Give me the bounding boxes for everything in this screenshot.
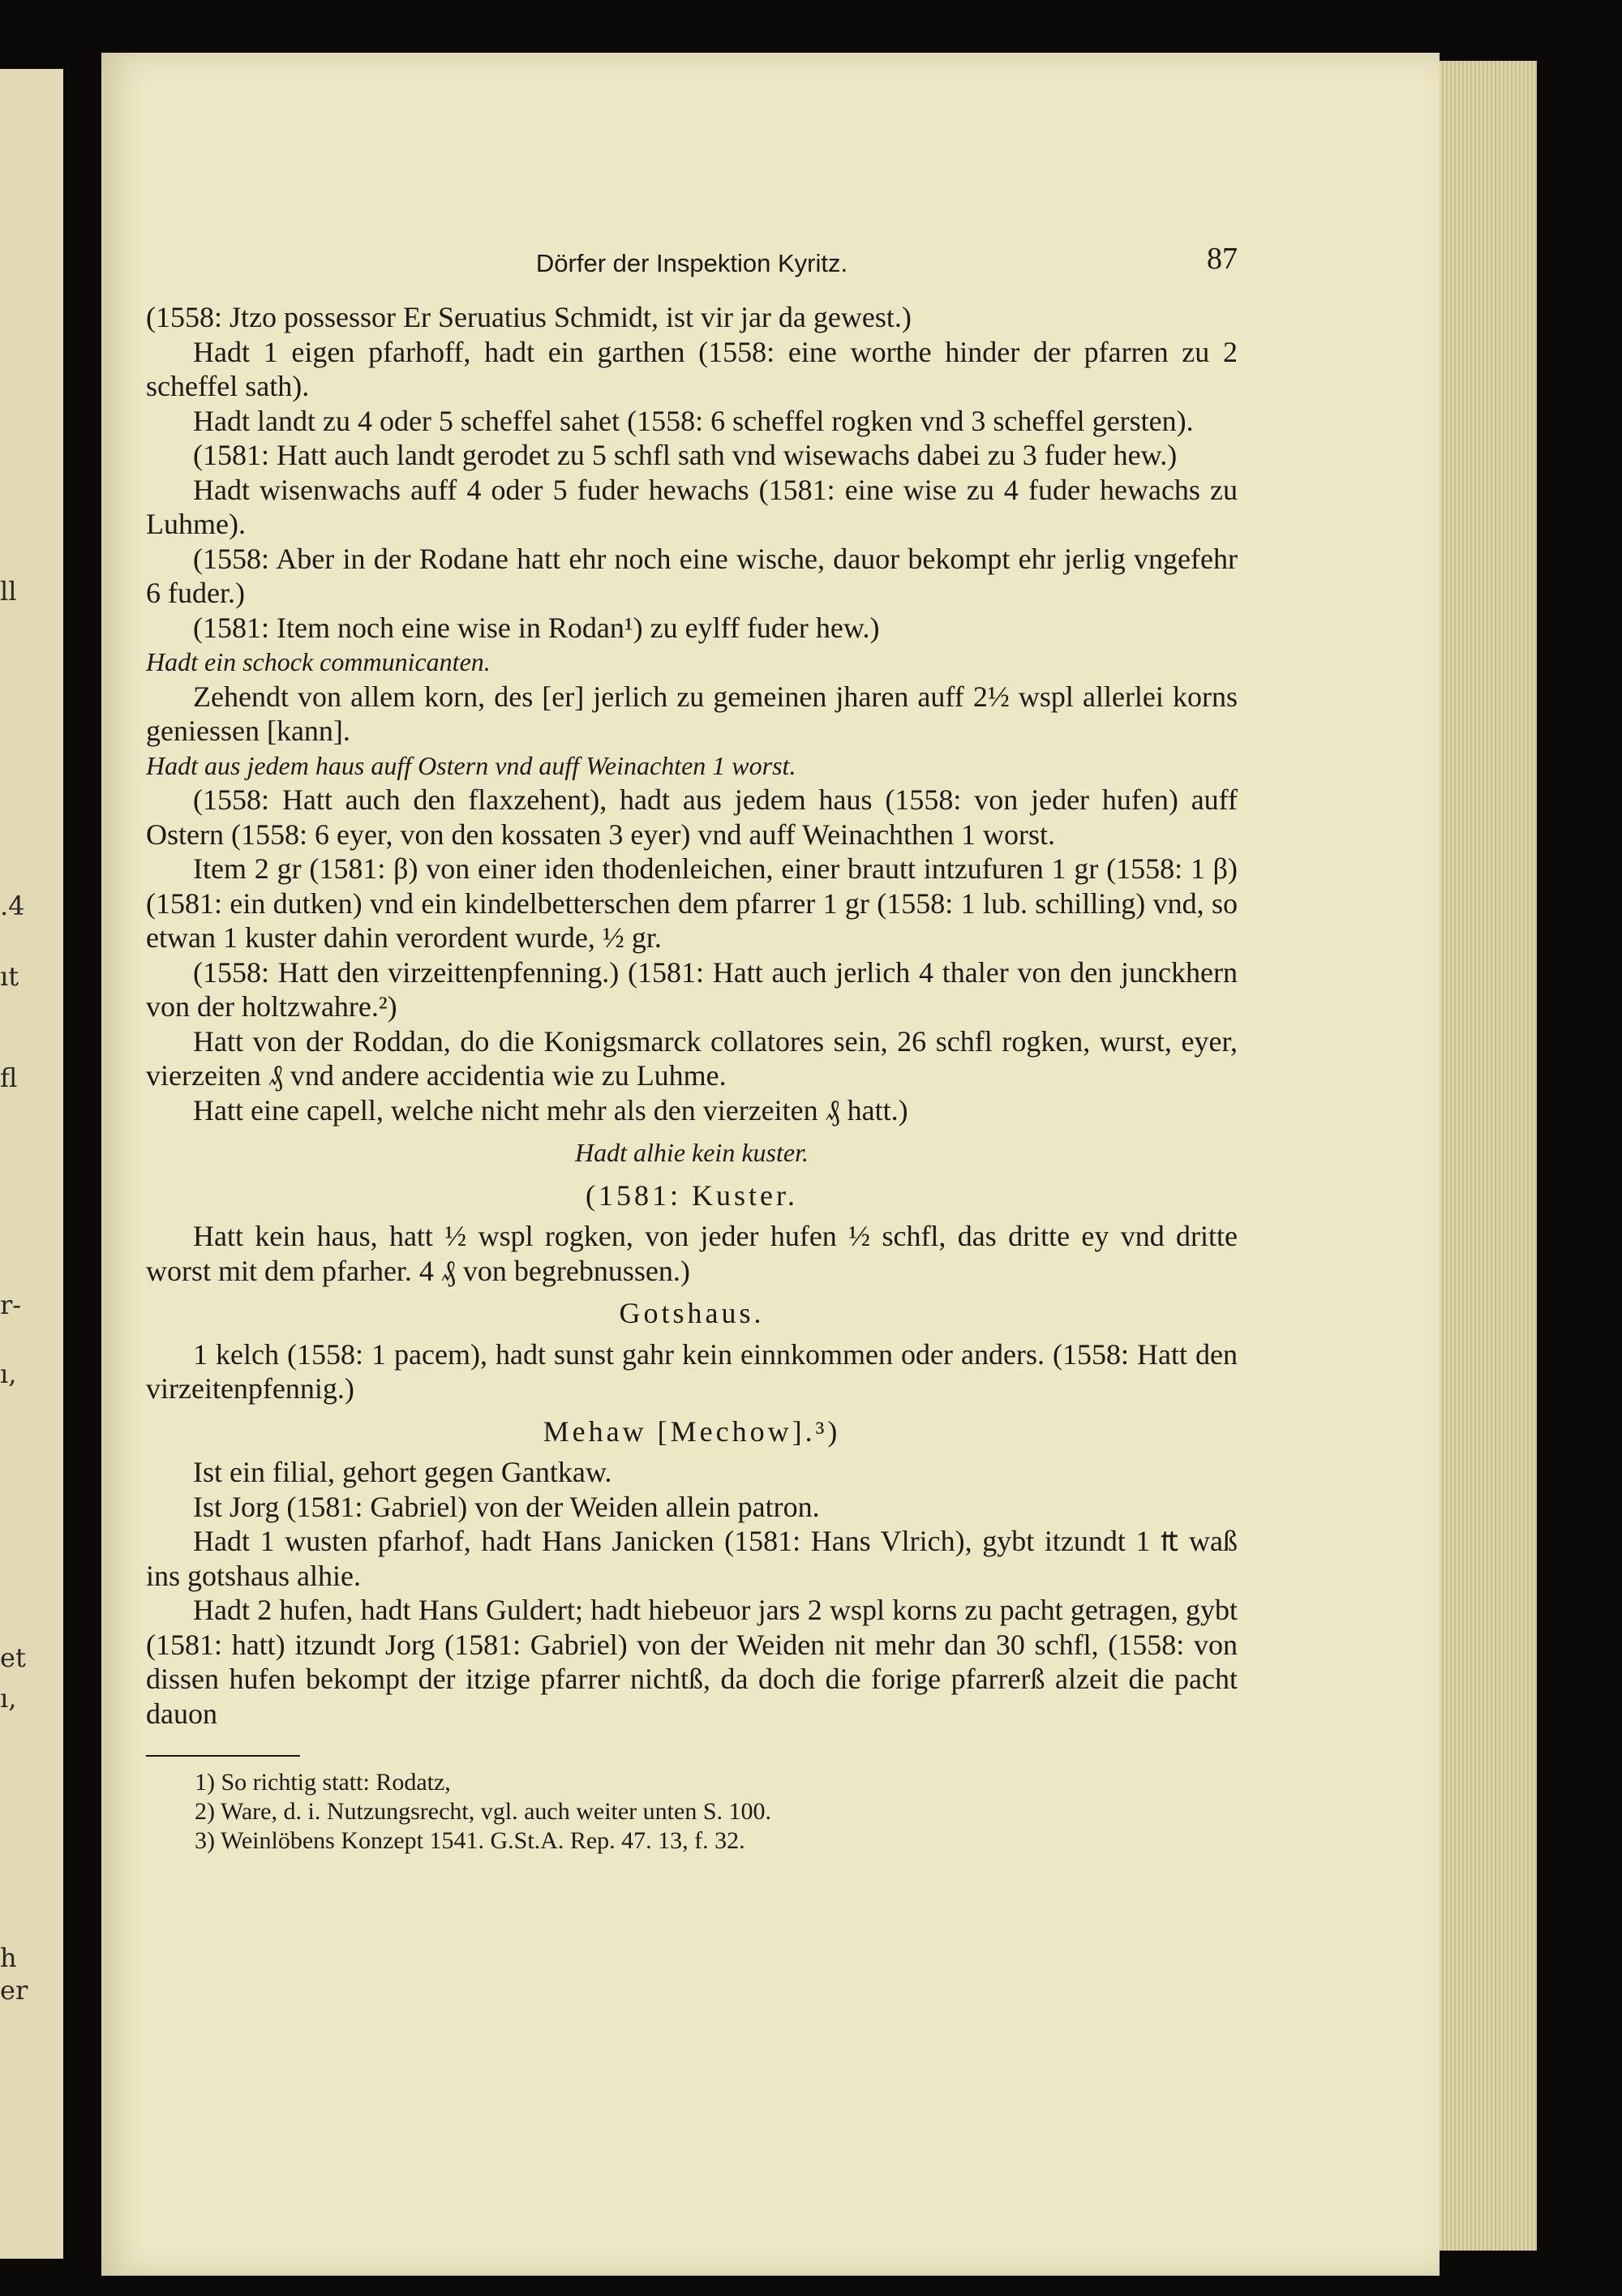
- text-block: [146, 235, 1238, 1856]
- footnote: 1) So richtig statt: Rodatz,: [195, 1769, 451, 1796]
- paragraph: Zehendt von allem korn, des [er] jerlich zu gemeinen jharen auff 2½ wspl allerlei korns geniessen [kann].: [146, 680, 1238, 747]
- running-title: Dörfer der Inspektion Kyritz.: [535, 249, 848, 277]
- left-page-fragment: et: [0, 1642, 26, 1673]
- paragraph: Hadt 1 eigen pfarhoff, hadt ein garthen (1558: eine worthe hinder der pfarren zu 2 scheffel sath).: [146, 335, 1238, 402]
- page-edge: [1440, 61, 1537, 2251]
- paragraph: Hatt kein haus, hatt ½ wspl rogken, von jeder hufen ½ schfl, das dritte ey vnd dritte worst mit dem pfarher. 4 ₰ von begrebnussen.): [146, 1220, 1238, 1287]
- paragraph: (1558: Jtzo possessor Er Seruatius Schmidt, ist vir jar da gewest.): [146, 301, 912, 333]
- left-page-fragment: ıt: [0, 961, 19, 992]
- paragraph: Hadt wisenwachs auff 4 oder 5 fuder hewachs (1581: eine wise zu 4 fuder hewachs zu Luhme).: [146, 473, 1238, 540]
- left-page-sliver: [0, 69, 63, 2259]
- paragraph: (1558: Aber in der Rodane hatt ehr noch eine wische, dauor bekompt ehr jerlig vngefehr 6 fuder.): [146, 542, 1238, 609]
- paragraph: (1581: Hatt auch landt gerodet zu 5 schfl sath vnd wisewachs dabei zu 3 fuder hew.): [193, 439, 1178, 471]
- paragraph: Hadt ein schock communicanten.: [146, 647, 491, 676]
- paragraph: Hatt eine capell, welche nicht mehr als den vierzeiten ₰ hatt.): [193, 1093, 908, 1127]
- section-heading: (1581: Kuster.: [586, 1178, 798, 1212]
- left-page-fragment: er: [0, 1975, 28, 2006]
- paragraph: Hadt aus jedem haus auff Ostern vnd auff Weinachten 1 worst.: [146, 750, 796, 780]
- footnote: 2) Ware, d. i. Nutzungsrecht, vgl. auch weiter unten S. 100.: [195, 1798, 772, 1825]
- running-head: [146, 235, 1238, 284]
- left-page-fragment: h: [0, 1942, 17, 1973]
- footnote-rule: [146, 1755, 300, 1757]
- paragraph: Hadt 2 hufen, hadt Hans Guldert; hadt hiebeuor jars 2 wspl korns zu pacht getragen, gybt (1581: hatt) itzundt Jorg (1581: Gabriel) von der Weiden nit mehr dan 30 schfl, (1558: von dissen hufen bekompt der itzige pfarrer nichtß, da doch die forige pfarrerß alzeit die pacht dauon: [146, 1594, 1238, 1730]
- paragraph: (1581: Item noch eine wise in Rodan¹) zu eylff fuder hew.): [193, 611, 880, 644]
- left-page-fragment: ı,: [0, 1683, 17, 1714]
- paragraph: (1558: Hatt den virzeittenpfenning.) (1581: Hatt auch jerlich 4 thaler von den junckhern von der holtzwahre.²): [146, 955, 1238, 1023]
- section-heading: Mehaw [Mechow].³): [543, 1414, 841, 1448]
- paragraph: Item 2 gr (1581: β) von einer iden thodenleichen, einer brautt intzufuren 1 gr (1558: 1 β) (1581: ein dutken) vnd ein kindelbetterschen dem pfarrer 1 gr (1558: 1 lub. schilling) vnd, so etwan 1 kuster dahin verordent wurde, ½ gr.: [146, 852, 1238, 954]
- left-page-fragment: ı,: [0, 1358, 17, 1389]
- paragraph: Hatt von der Roddan, do die Konigsmarck collatores sein, 26 schfl rogken, wurst, eyer, vierzeiten ₰ vnd andere accidentia wie zu Luhme.: [146, 1024, 1238, 1092]
- paragraph: Hadt 1 wusten pfarhof, hadt Hans Janicken (1581: Hans Vlrich), gybt itzundt 1 ₶ waß ins gotshaus alhie.: [146, 1525, 1238, 1592]
- paragraph: (1558: Hatt auch den flaxzehent), hadt aus jedem haus (1558: von jeder hufen) auff Ostern (1558: 6 eyer, von den kossaten 3 eyer) vnd auff Weinachthen 1 worst.: [146, 783, 1238, 851]
- paragraph: Ist ein filial, gehort gegen Gantkaw.: [193, 1456, 612, 1488]
- left-page-fragment: fl: [0, 1062, 18, 1093]
- section-note: Hadt alhie kein kuster.: [575, 1138, 809, 1167]
- section-heading: Gotshaus.: [619, 1297, 765, 1329]
- left-page-fragment: .4: [0, 891, 25, 921]
- footnote: 3) Weinlöbens Konzept 1541. G.St.A. Rep. 47. 13, f. 32.: [195, 1827, 745, 1854]
- paragraph: Hadt landt zu 4 oder 5 scheffel sahet (1558: 6 scheffel rogken vnd 3 scheffel gersten).: [193, 404, 1194, 437]
- left-page-fragment: ll: [0, 576, 17, 607]
- footnotes: [146, 1768, 1238, 1856]
- paragraph: Ist Jorg (1581: Gabriel) von der Weiden allein patron.: [193, 1490, 820, 1523]
- page-number: 87: [1207, 242, 1238, 276]
- paragraph: 1 kelch (1558: 1 pacem), hadt sunst gahr kein einnkommen oder anders. (1558: Hatt den virzeitenpfennig.): [146, 1337, 1238, 1405]
- left-page-fragment: r-: [0, 1290, 22, 1320]
